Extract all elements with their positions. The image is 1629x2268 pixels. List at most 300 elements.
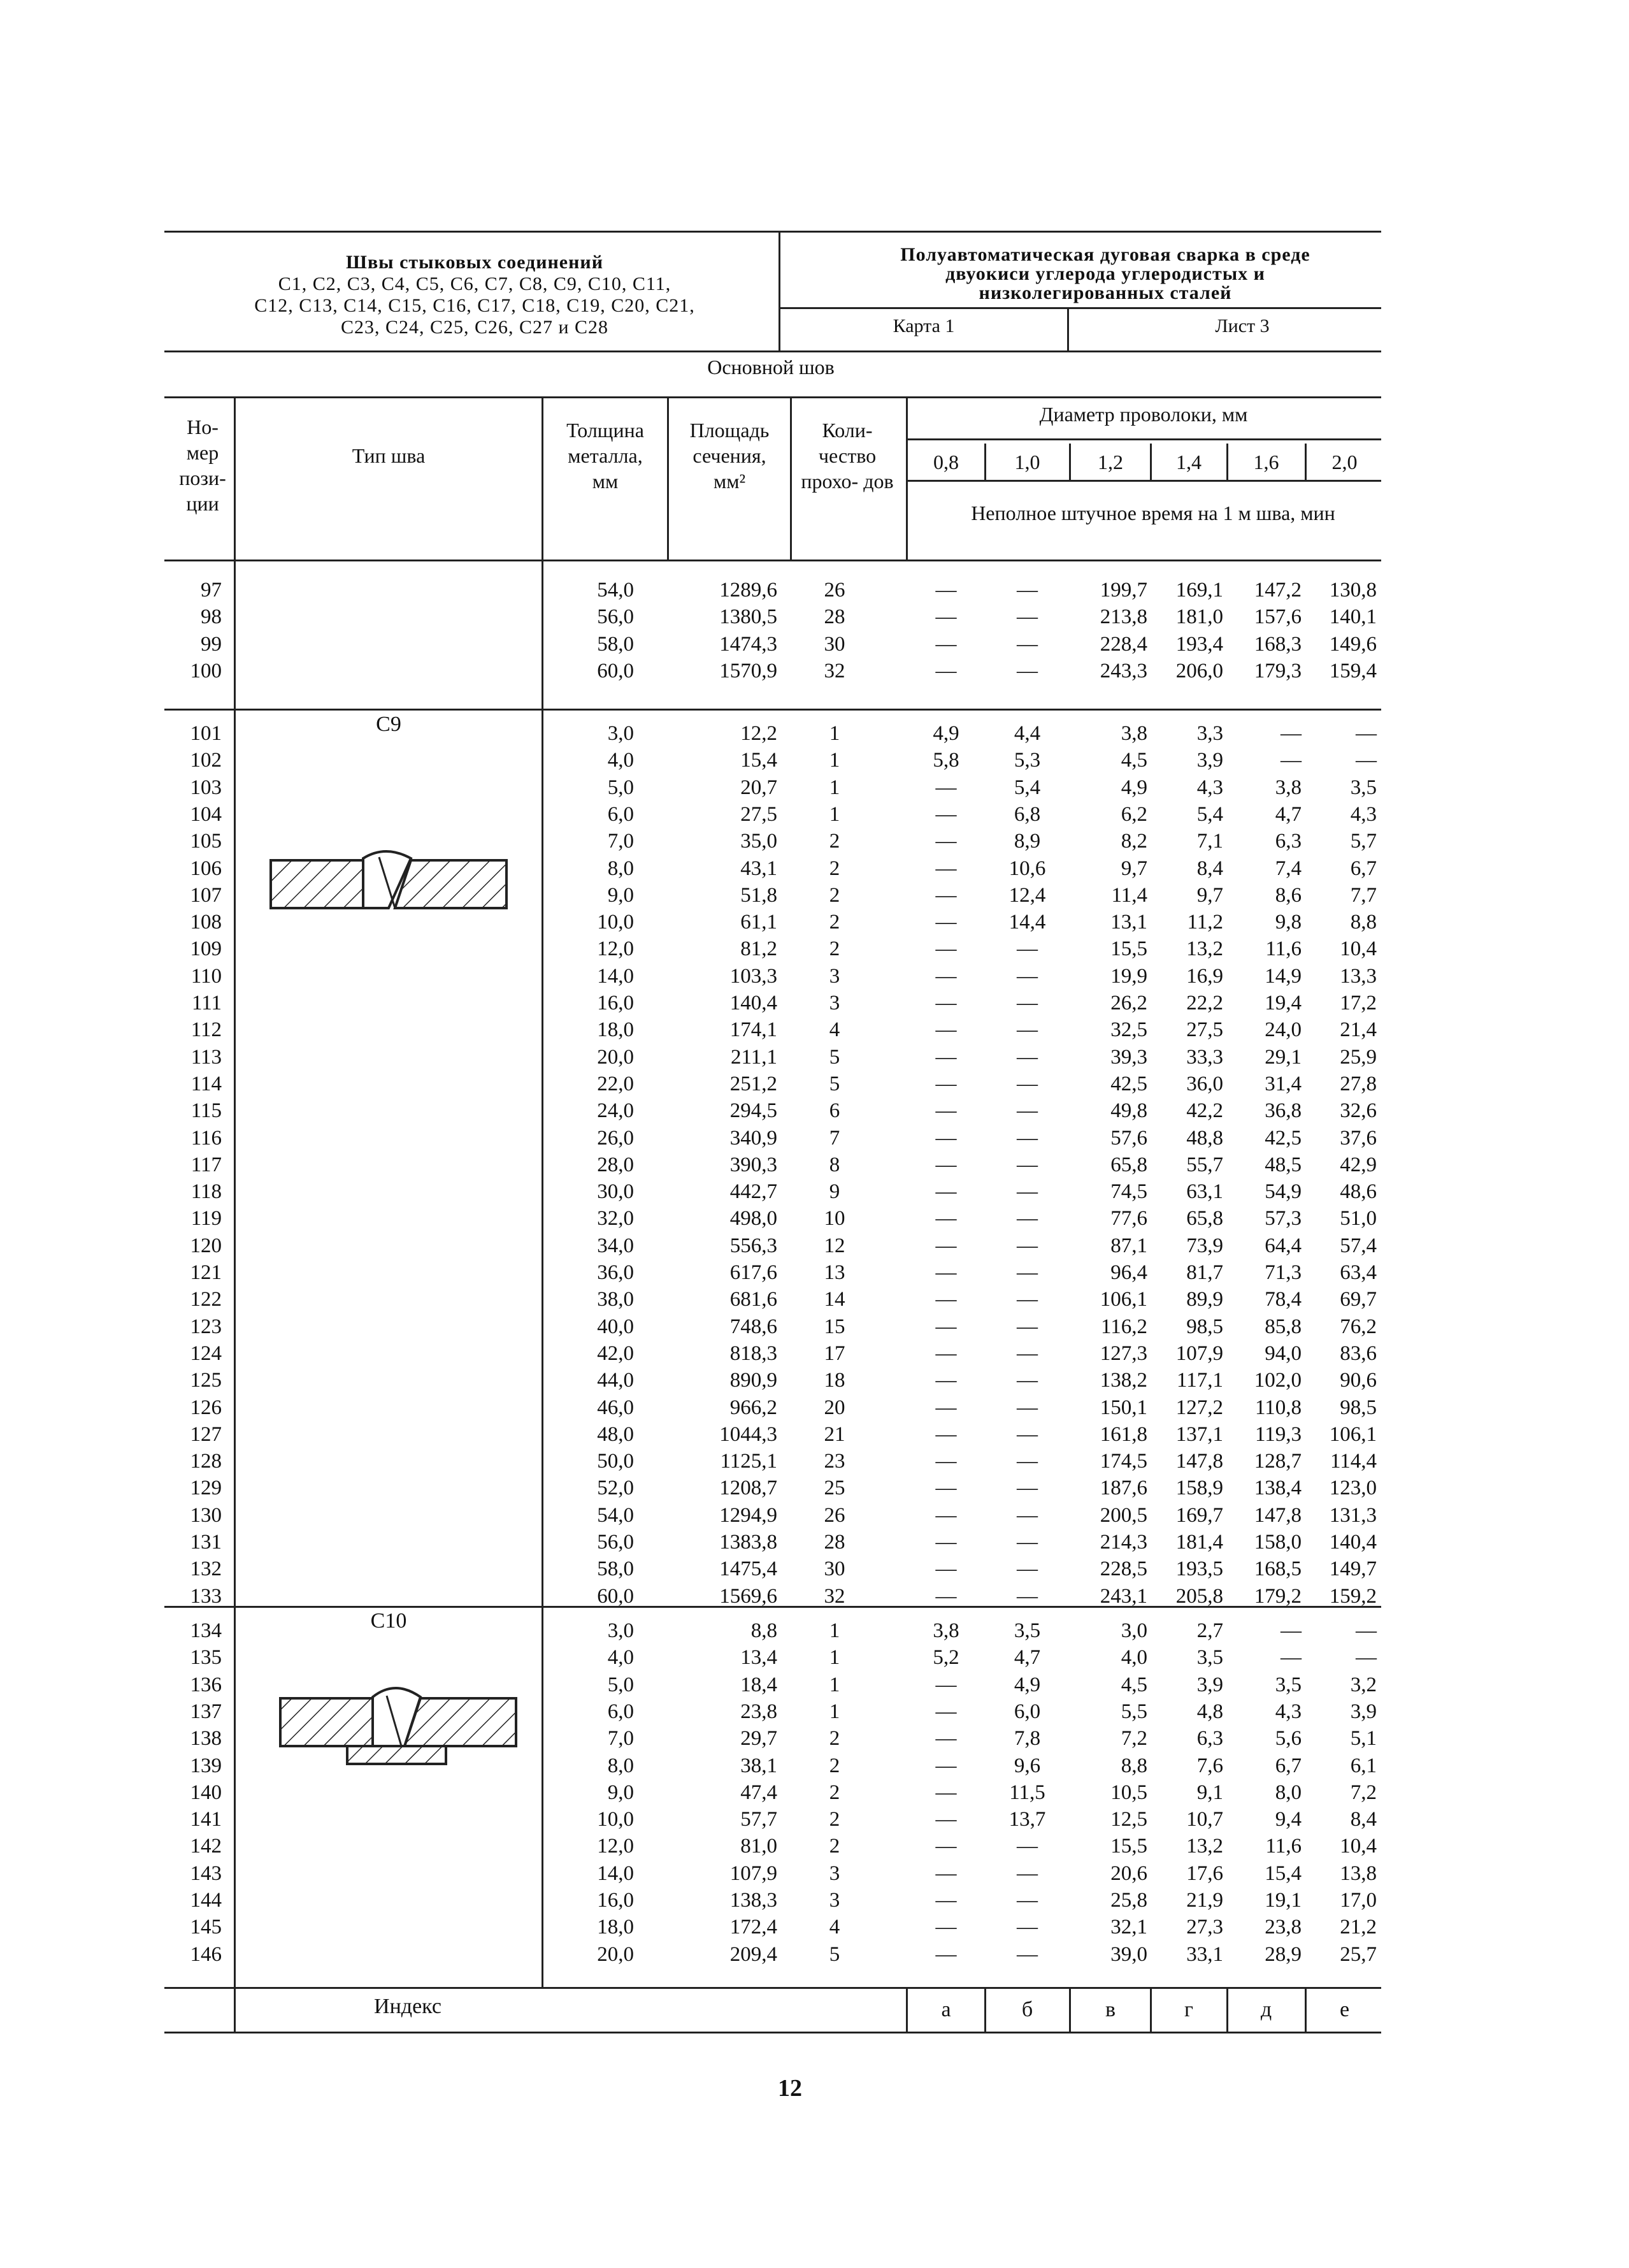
cell-pos: 113 [190,1045,222,1069]
cell-t20: 149,7 [1329,1557,1377,1581]
cell-pos: 114 [190,1072,222,1095]
card-label: Карта 1 [893,315,955,336]
cell-pos: 101 [190,722,222,745]
cell-passes: 2 [829,937,840,961]
diam-1-6: 1,6 [1253,451,1279,473]
cell-t12: 77,6 [1110,1207,1147,1231]
index-v: в [1105,1998,1116,2021]
cell-t16: 147,2 [1254,579,1302,602]
cell-t20: 32,6 [1340,1099,1377,1123]
cell-t12: 228,5 [1100,1557,1147,1581]
cell-t08: — [935,1584,957,1608]
cell-t12: 42,5 [1110,1072,1147,1095]
cell-thickness: 9,0 [607,883,634,907]
col-divider [906,396,908,560]
cell-pos: 136 [190,1673,222,1696]
cell-t10: — [1017,937,1038,961]
cell-area: 390,3 [729,1153,777,1176]
cell-t16: 78,4 [1265,1288,1302,1311]
table-row [0,1887,1629,1914]
cell-t16: 19,1 [1265,1889,1302,1912]
cell-pos: 102 [190,749,222,772]
cell-t12: 3,8 [1121,722,1147,745]
cell-pos: 137 [190,1700,222,1723]
cell-thickness: 18,0 [597,1916,634,1939]
table-row [0,1725,1629,1752]
cell-thickness: 5,0 [607,1673,634,1696]
cell-t12: 187,6 [1100,1477,1147,1500]
cell-passes: 3 [829,964,840,988]
index-divider [984,1988,986,2032]
diam-divider [1226,444,1228,480]
cell-t10: 10,6 [1008,856,1046,880]
cell-area: 27,5 [740,802,777,826]
cell-t08: — [935,856,957,880]
cell-t16: 8,0 [1275,1780,1302,1804]
cell-t10: — [1017,1531,1038,1554]
table-row [0,774,1629,801]
cell-t16: 4,7 [1275,802,1302,826]
cell-pos: 105 [190,830,222,853]
cell-t20: 149,6 [1329,632,1377,656]
col-head-thickness: Толщина металла, мм [566,419,644,493]
cell-t14: 55,7 [1186,1153,1223,1176]
cell-t20: 17,2 [1340,992,1377,1015]
cell-t08: — [935,1503,957,1527]
cell-area: 251,2 [729,1072,777,1095]
cell-area: 20,7 [740,776,777,799]
table-row [0,1475,1629,1501]
cell-t14: 9,7 [1196,883,1223,907]
cell-t08: — [935,1754,957,1777]
cell-passes: 2 [829,1808,840,1831]
cell-t14: 13,2 [1186,1835,1223,1858]
cell-thickness: 36,0 [597,1261,634,1284]
cell-t08: 5,2 [933,1646,959,1670]
cell-area: 174,1 [729,1018,777,1042]
cell-t12: 32,1 [1110,1916,1147,1939]
cell-t08: — [935,992,957,1015]
cell-area: 498,0 [729,1207,777,1231]
cell-t08: — [935,1780,957,1804]
cell-passes: 2 [829,1780,840,1804]
cell-passes: 4 [829,1916,840,1939]
col-head-area: Площадь сечения, мм² [689,419,770,493]
table-row [0,990,1629,1016]
cell-t12: 5,5 [1121,1700,1147,1723]
cell-t08: — [935,1673,957,1696]
cell-t14: 48,8 [1186,1126,1223,1150]
cell-t08: — [935,1099,957,1123]
cell-t20: 7,2 [1350,1780,1377,1804]
cell-area: 29,7 [740,1727,777,1751]
cell-t14: 36,0 [1186,1072,1223,1095]
cell-t16: 85,8 [1265,1315,1302,1338]
header-left-line: С1, С2, С3, С4, С5, С6, С7, С8, С9, С10, С11, [278,273,671,294]
table-row [0,1502,1629,1529]
index-divider [1305,1988,1307,2032]
cell-t20: 25,9 [1340,1045,1377,1069]
col-head-diameter: Диаметр проволоки, мм [1039,403,1248,426]
cell-t20: 57,4 [1340,1234,1377,1257]
cell-thickness: 60,0 [597,659,634,683]
table-row [0,631,1629,658]
cell-t14: 117,1 [1176,1369,1223,1392]
table-row [0,1779,1629,1806]
cell-t16: — [1281,1619,1302,1642]
cell-t20: 63,4 [1340,1261,1377,1284]
cell-t20: 37,6 [1340,1126,1377,1150]
cell-t10: — [1017,1503,1038,1527]
cell-passes: 2 [829,911,840,934]
cell-passes: 5 [829,1942,840,1966]
cell-t10: — [1017,605,1038,629]
cell-t08: — [935,1018,957,1042]
cell-passes: 18 [824,1369,845,1392]
cell-t08: — [935,1531,957,1554]
cell-t16: 42,5 [1265,1126,1302,1150]
cell-thickness: 56,0 [597,1531,634,1554]
cell-t14: 158,9 [1175,1477,1223,1500]
cell-t16: — [1281,722,1302,745]
table-row [0,1941,1629,1968]
cell-t20: 159,4 [1329,659,1377,683]
diam-divider [984,444,986,480]
cell-t20: 5,1 [1350,1727,1377,1751]
cell-t14: 27,3 [1186,1916,1223,1939]
cell-passes: 4 [829,1018,840,1042]
diam-1-4: 1,4 [1176,451,1202,473]
cell-t08: — [935,1835,957,1858]
col-divider [667,396,669,560]
cell-t12: 13,1 [1110,911,1147,934]
sheet-label: Лист 3 [1215,315,1270,336]
cell-thickness: 22,0 [597,1072,634,1095]
diam-2-0: 2,0 [1331,451,1358,473]
group-separator [164,709,1381,711]
cell-passes: 2 [829,830,840,853]
cell-t12: 138,2 [1100,1369,1147,1392]
cell-t08: — [935,1369,957,1392]
index-label: Индекс [374,1995,441,2018]
cell-pos: 104 [190,802,222,826]
cell-t16: 14,9 [1265,964,1302,988]
cell-t12: 32,5 [1110,1018,1147,1042]
cell-t20: 21,2 [1340,1916,1377,1939]
cell-t16: 138,4 [1254,1477,1302,1500]
cell-thickness: 58,0 [597,1557,634,1581]
cell-thickness: 7,0 [607,830,634,853]
cell-t14: 11,2 [1187,911,1223,934]
index-top-rule [164,1987,1381,1989]
table-row [0,1698,1629,1725]
header-left-title: Швы стыковых соединений [346,252,603,273]
cell-t12: 49,8 [1110,1099,1147,1123]
cell-t14: 73,9 [1186,1234,1223,1257]
cell-area: 1569,6 [719,1584,777,1608]
cell-t08: — [935,776,957,799]
cell-t12: 57,6 [1110,1126,1147,1150]
cell-pos: 135 [190,1646,222,1670]
header-left-line: С23, С24, С25, С26, С27 и С28 [340,317,609,338]
cell-t08: — [935,1341,957,1365]
cell-passes: 30 [824,632,845,656]
cell-t16: 28,9 [1265,1942,1302,1966]
col-divider [790,396,792,560]
cell-passes: 3 [829,1889,840,1912]
cell-t14: 181,0 [1175,605,1223,629]
cell-t12: 15,5 [1110,1835,1147,1858]
cell-t10: — [1017,1369,1038,1392]
cell-thickness: 4,0 [607,749,634,772]
cell-t10: 11,5 [1009,1780,1045,1804]
cell-t16: 158,0 [1254,1531,1302,1554]
cell-pos: 144 [190,1889,222,1912]
cell-passes: 25 [824,1477,845,1500]
cell-pos: 138 [190,1727,222,1751]
cell-pos: 129 [190,1477,222,1500]
cell-t16: 11,6 [1265,937,1302,961]
cell-area: 966,2 [729,1396,777,1419]
cell-thickness: 9,0 [607,1780,634,1804]
cell-pos: 124 [190,1341,222,1365]
cell-t10: 13,7 [1008,1808,1046,1831]
cell-t14: 16,9 [1186,964,1223,988]
cell-passes: 3 [829,1861,840,1885]
cell-t16: 54,9 [1265,1180,1302,1204]
cell-passes: 7 [829,1126,840,1150]
cell-thickness: 16,0 [597,992,634,1015]
cell-area: 748,6 [729,1315,777,1338]
cell-area: 1383,8 [719,1531,777,1554]
cell-thickness: 40,0 [597,1315,634,1338]
cell-t10: — [1017,1835,1038,1858]
cell-t08: — [935,1288,957,1311]
cell-t20: 25,7 [1340,1942,1377,1966]
cell-pos: 132 [190,1557,222,1581]
cell-area: 35,0 [740,830,777,853]
cell-area: 138,3 [729,1889,777,1912]
cell-t16: 29,1 [1265,1045,1302,1069]
cell-t14: 205,8 [1175,1584,1223,1608]
cell-t20: 42,9 [1340,1153,1377,1176]
cell-t14: 65,8 [1186,1207,1223,1231]
cell-thickness: 50,0 [597,1450,634,1473]
cell-passes: 9 [829,1180,840,1204]
cell-t08: — [935,1207,957,1231]
cell-t08: — [935,964,957,988]
cell-area: 81,0 [740,1835,777,1858]
cell-thickness: 42,0 [597,1341,634,1365]
cell-t12: 11,4 [1111,883,1147,907]
cell-t10: — [1017,1396,1038,1419]
cell-t10: — [1017,579,1038,602]
cell-t08: — [935,1045,957,1069]
cell-pos: 140 [190,1780,222,1804]
cell-thickness: 4,0 [607,1646,634,1670]
cell-t08: — [935,1916,957,1939]
header-card-rule [779,307,1381,309]
cell-area: 15,4 [740,749,777,772]
cell-area: 890,9 [729,1369,777,1392]
table-row [0,1556,1629,1582]
cell-area: 1475,4 [719,1557,777,1581]
cell-passes: 1 [829,1619,840,1642]
cell-thickness: 10,0 [597,1808,634,1831]
table-row [0,1806,1629,1833]
cell-passes: 2 [829,1754,840,1777]
cell-passes: 5 [829,1072,840,1095]
cell-t08: — [935,579,957,602]
cell-t16: 3,5 [1275,1673,1302,1696]
cell-t10: 4,9 [1014,1673,1041,1696]
cell-t12: 8,8 [1121,1754,1147,1777]
cell-t20: 76,2 [1340,1315,1377,1338]
cell-t20: 8,8 [1350,911,1377,934]
cell-area: 442,7 [729,1180,777,1204]
cell-t20: 3,5 [1350,776,1377,799]
cell-t10: 6,0 [1014,1700,1041,1723]
table-row [0,1259,1629,1286]
cell-t20: 3,9 [1350,1700,1377,1723]
cell-passes: 2 [829,1727,840,1751]
cell-t16: 147,8 [1254,1503,1302,1527]
cell-thickness: 14,0 [597,1861,634,1885]
cell-t14: 6,3 [1196,1727,1223,1751]
cell-t10: 5,4 [1014,776,1041,799]
cell-t14: 206,0 [1175,659,1223,683]
cell-passes: 5 [829,1045,840,1069]
cell-area: 294,5 [729,1099,777,1123]
cell-area: 1380,5 [719,605,777,629]
cell-t08: 4,9 [933,722,959,745]
cell-t16: 11,6 [1265,1835,1302,1858]
cell-t08: — [935,1072,957,1095]
table-row [0,1125,1629,1152]
cell-area: 1289,6 [719,579,777,602]
cell-t10: 14,4 [1008,911,1046,934]
cell-passes: 10 [824,1207,845,1231]
cell-passes: 13 [824,1261,845,1284]
header-bottom-rule [164,350,1381,352]
cell-t12: 96,4 [1110,1261,1147,1284]
cell-t20: 5,7 [1350,830,1377,853]
cell-t16: 3,8 [1275,776,1302,799]
cell-t16: 5,6 [1275,1727,1302,1751]
header-left [169,252,780,338]
cell-area: 681,6 [729,1288,777,1311]
cell-t16: 57,3 [1265,1207,1302,1231]
cell-pos: 110 [190,964,222,988]
cell-area: 43,1 [740,856,777,880]
cell-t10: — [1017,1045,1038,1069]
cell-t12: 243,3 [1100,659,1147,683]
header-right-line: низколегированных сталей [979,282,1232,303]
cell-pos: 142 [190,1835,222,1858]
cell-t12: 87,1 [1110,1234,1147,1257]
table-row [0,1016,1629,1043]
cell-t10: — [1017,1099,1038,1123]
cell-thickness: 3,0 [607,1619,634,1642]
cell-t12: 4,0 [1121,1646,1147,1670]
cell-t12: 213,8 [1100,605,1147,629]
cell-t16: 9,4 [1275,1808,1302,1831]
index-divider [1226,1988,1228,2032]
diam-values-rule [908,480,1381,482]
cell-t16: — [1281,1646,1302,1670]
cell-thickness: 18,0 [597,1018,634,1042]
cell-t14: 22,2 [1186,992,1223,1015]
cell-t08: — [935,1557,957,1581]
table-row [0,882,1629,909]
cell-pos: 125 [190,1369,222,1392]
cell-t16: 71,3 [1265,1261,1302,1284]
weld-type-c9: С9 [376,712,401,736]
cell-t12: 116,2 [1100,1315,1147,1338]
table-row [0,1752,1629,1779]
cell-area: 61,1 [740,911,777,934]
cell-t20: 131,3 [1329,1503,1377,1527]
cell-t08: — [935,1153,957,1176]
table-row [0,909,1629,935]
cell-t20: 114,4 [1330,1450,1377,1473]
cell-pos: 117 [190,1153,222,1176]
cell-t10: 4,7 [1014,1646,1041,1670]
cell-t10: 12,4 [1008,883,1046,907]
cell-passes: 1 [829,1646,840,1670]
col-divider [542,396,543,560]
cell-t08: — [935,1422,957,1446]
cell-t14: 3,9 [1196,1673,1223,1696]
table-row [0,1672,1629,1698]
cell-t20: 83,6 [1340,1341,1377,1365]
cell-pos: 145 [190,1916,222,1939]
table-row [0,855,1629,882]
index-divider [1150,1988,1152,2032]
cell-t10: — [1017,1153,1038,1176]
index-e: е [1339,1998,1350,2021]
table-row [0,1044,1629,1071]
cell-passes: 8 [829,1153,840,1176]
card-sheet-divider [1067,307,1069,352]
table-row [0,1833,1629,1860]
table-row [0,1914,1629,1940]
table-top-rule [164,396,1381,398]
cell-t20: 13,3 [1340,964,1377,988]
cell-pos: 109 [190,937,222,961]
cell-area: 209,4 [729,1942,777,1966]
cell-area: 1294,9 [719,1503,777,1527]
cell-area: 47,4 [740,1780,777,1804]
cell-pos: 127 [190,1422,222,1446]
table-row [0,1340,1629,1367]
cell-t12: 74,5 [1110,1180,1147,1204]
cell-t14: 3,3 [1196,722,1223,745]
cell-t16: 119,3 [1254,1422,1302,1446]
weld-type-c10: С10 [370,1609,407,1633]
cell-t14: 147,8 [1175,1450,1223,1473]
cell-t16: 168,3 [1254,632,1302,656]
cell-t10: — [1017,1942,1038,1966]
index-g: г [1184,1998,1193,2021]
cell-t08: — [935,1700,957,1723]
cell-pos: 97 [201,579,222,602]
cell-thickness: 10,0 [597,911,634,934]
cell-thickness: 14,0 [597,964,634,988]
cell-pos: 98 [201,605,222,629]
col-head-passes: Коли- чество прохо- дов [801,419,894,493]
cell-t10: — [1017,1450,1038,1473]
